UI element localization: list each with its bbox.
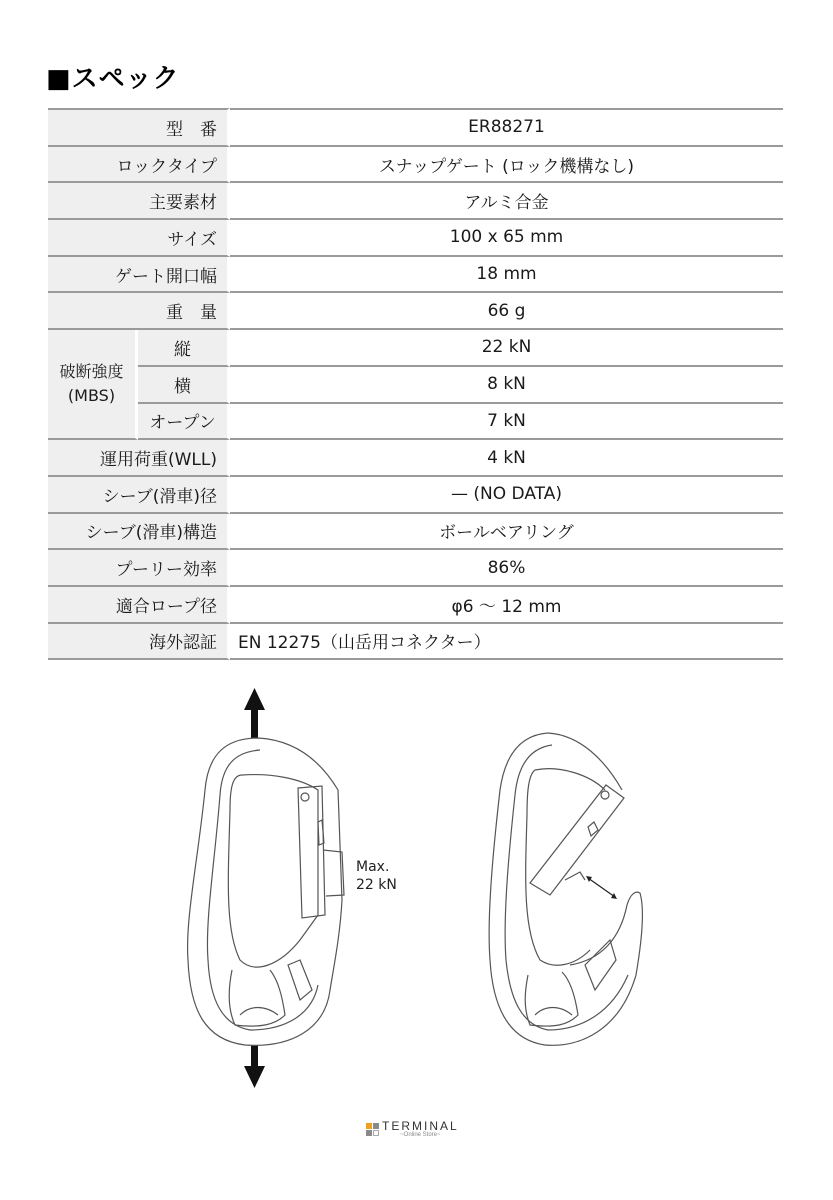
brand-logo xyxy=(366,1120,459,1139)
sheave-structure-label: シーブ(滑車)構造 xyxy=(48,514,230,551)
sheave-diameter-value: — (NO DATA) xyxy=(230,477,783,514)
load-arrow-up-icon xyxy=(244,688,265,738)
table-row xyxy=(48,147,783,184)
mbs-major-value: 22 kN xyxy=(230,330,783,367)
weight-label: 重 量 xyxy=(48,293,230,330)
table-row xyxy=(48,514,783,551)
table-row xyxy=(48,330,783,367)
table-row xyxy=(48,550,783,587)
mbs-minor-value: 8 kN xyxy=(230,367,783,404)
certification-value: EN 12275（山岳用コネクター） xyxy=(230,624,783,661)
closed-carabiner-illustration xyxy=(188,688,344,1088)
table-row xyxy=(48,624,783,661)
material-value: アルミ合金 xyxy=(230,183,783,220)
table-row xyxy=(48,257,783,294)
table-row xyxy=(48,293,783,330)
mbs-label-line1: 破断強度 xyxy=(59,362,124,382)
max-label-line2: 22 kN xyxy=(356,877,397,893)
material-label: 主要素材 xyxy=(48,183,230,220)
table-row xyxy=(48,220,783,257)
table-row xyxy=(48,477,783,514)
table-row xyxy=(48,183,783,220)
gate-opening-value: 18 mm xyxy=(230,257,783,294)
size-label: サイズ xyxy=(48,220,230,257)
max-label-line1: Max. xyxy=(356,859,390,875)
model-label: 型 番 xyxy=(48,108,230,147)
weight-value: 66 g xyxy=(230,293,783,330)
open-carabiner-illustration xyxy=(489,733,642,1045)
logo-subtitle: ~Online Store~ xyxy=(400,1132,441,1138)
carabiner-figures xyxy=(0,680,833,1100)
wll-label: 運用荷重(WLL) xyxy=(48,440,230,477)
model-value: ER88271 xyxy=(230,108,783,147)
table-row xyxy=(48,587,783,624)
certification-label: 海外認証 xyxy=(48,624,230,661)
rope-diameter-label: 適合ロープ径 xyxy=(48,587,230,624)
sheave-structure-value: ボールベアリング xyxy=(230,514,783,551)
mbs-open-value: 7 kN xyxy=(230,404,783,441)
max-load-annotation xyxy=(356,858,397,894)
rope-diameter-value: φ6 〜 12 mm xyxy=(230,587,783,624)
sheave-diameter-label: シーブ(滑車)径 xyxy=(48,477,230,514)
mbs-minor-label: 横 xyxy=(138,367,230,404)
lock-type-value: スナップゲート (ロック機構なし) xyxy=(230,147,783,184)
table-row xyxy=(48,404,783,441)
mbs-label-line2: (MBS) xyxy=(67,386,116,406)
table-row xyxy=(48,367,783,404)
mbs-major-label: 縦 xyxy=(138,330,230,367)
pulley-efficiency-label: プーリー効率 xyxy=(48,550,230,587)
pulley-efficiency-value: 86% xyxy=(230,550,783,587)
mbs-open-label: オープン xyxy=(138,404,230,441)
mbs-label xyxy=(48,330,138,440)
size-value: 100 x 65 mm xyxy=(230,220,783,257)
load-arrow-down-icon xyxy=(244,1045,265,1088)
table-row xyxy=(48,440,783,477)
gate-opening-label: ゲート開口幅 xyxy=(48,257,230,294)
wll-value: 4 kN xyxy=(230,440,783,477)
logo-name: TERMINAL xyxy=(382,1119,459,1133)
logo-squares-icon xyxy=(366,1123,379,1136)
spec-table xyxy=(48,108,783,660)
table-row xyxy=(48,108,783,147)
lock-type-label: ロックタイプ xyxy=(48,147,230,184)
section-title: ■スペック xyxy=(46,64,180,94)
